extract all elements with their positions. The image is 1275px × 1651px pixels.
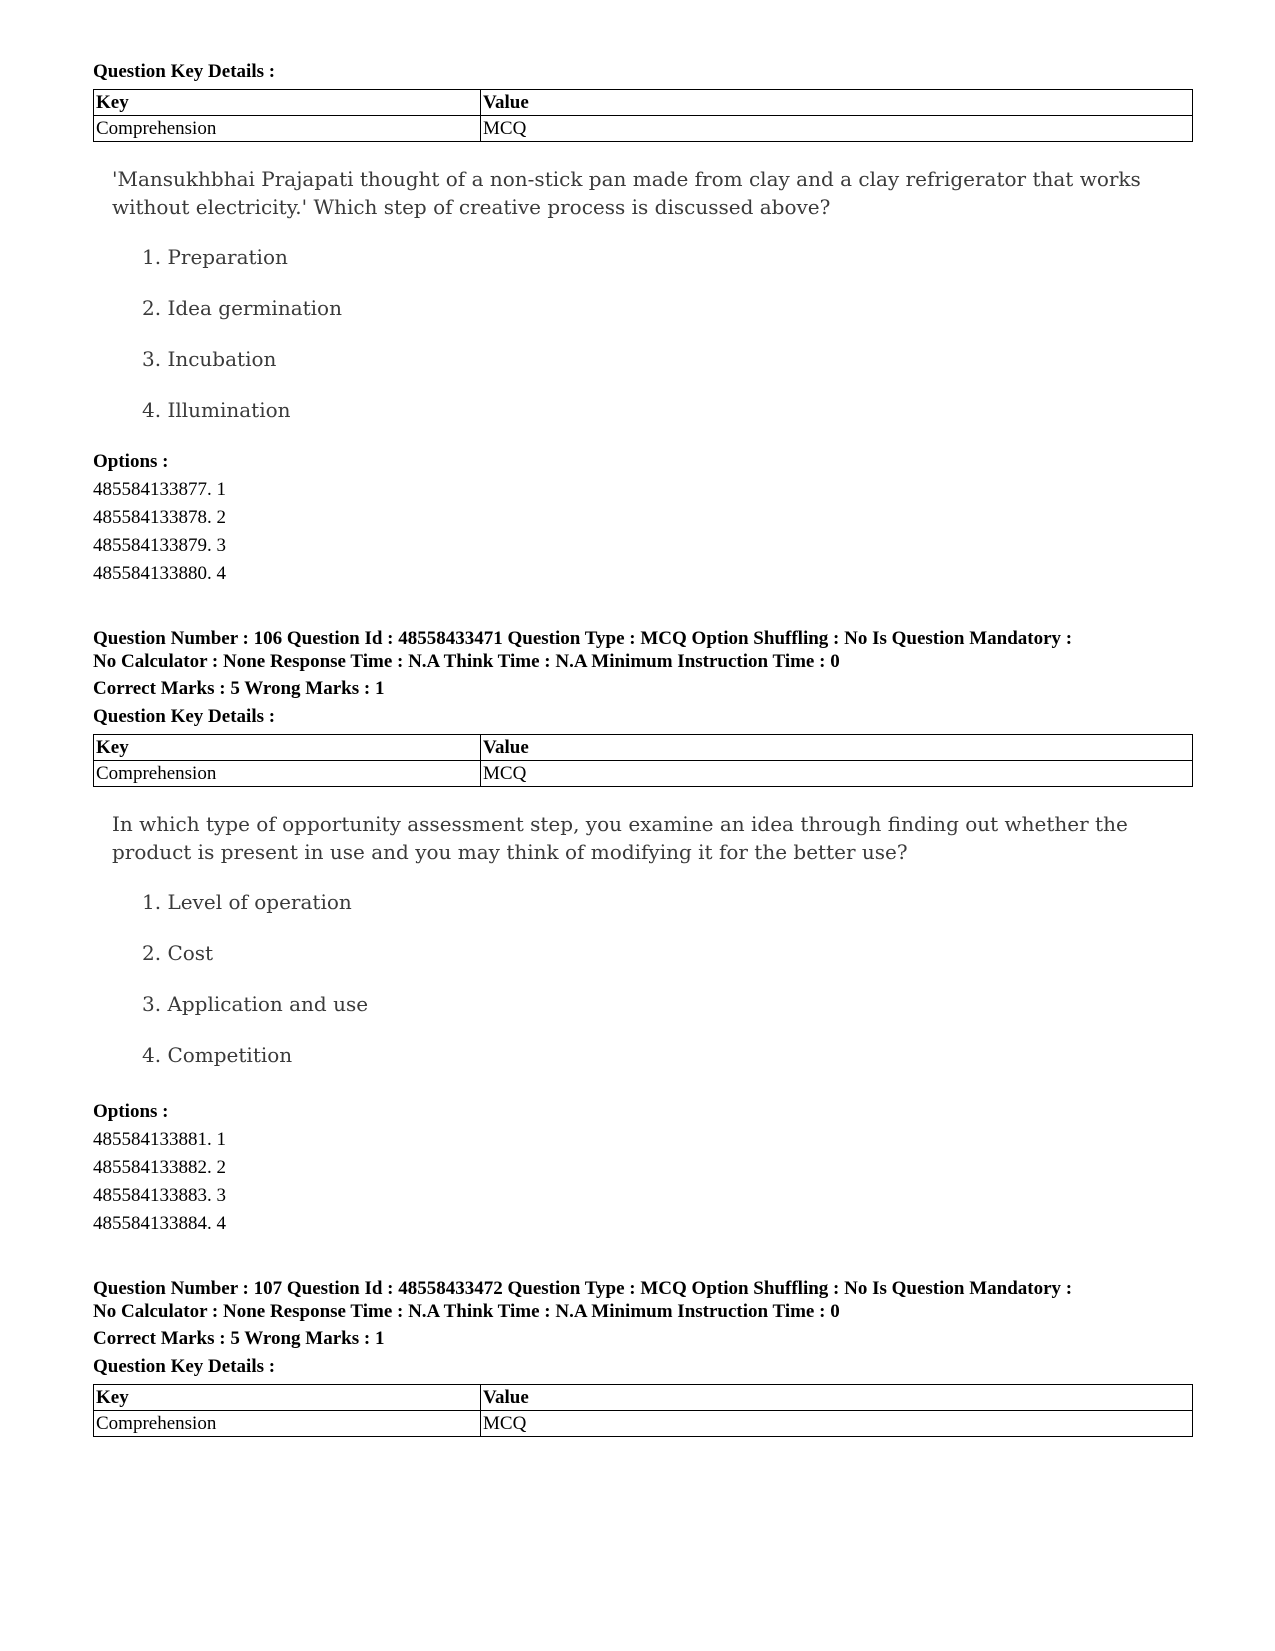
option-item: 485584133884. 4 [93,1213,226,1234]
option-item: 485584133881. 1 [93,1129,226,1150]
choice-item: 4. Competition [142,1043,293,1067]
table-header-key: Key [94,90,481,116]
question-image [112,165,1182,435]
question-meta-line-2: No Calculator : None Response Time : N.A Think Time : N.A Minimum Instruction Time : 0 [93,1301,840,1322]
key-details-label: Question Key Details : [93,1356,276,1377]
question-image [112,810,1182,1080]
choice-item: 4. Illumination [142,398,291,422]
table-header-key: Key [94,1385,481,1411]
key-details-table [93,89,1193,142]
question-meta-line-2: No Calculator : None Response Time : N.A Think Time : N.A Minimum Instruction Time : 0 [93,651,840,672]
choice-item: 3. Application and use [142,992,369,1016]
choice-item: 2. Cost [142,941,214,965]
table-cell-value: MCQ [481,116,1193,142]
table-header-value: Value [481,1385,1193,1411]
question-meta-line-1: Question Number : 106 Question Id : 48558433471 Question Type : MCQ Option Shuffling : No Is Question Mandatory : [93,628,1073,649]
choice-item: 1. Level of operation [142,890,352,914]
option-item: 485584133877. 1 [93,479,226,500]
table-cell-key: Comprehension [94,116,481,142]
table-header-row [94,90,1193,116]
options-label: Options : [93,1101,169,1122]
marks-line: Correct Marks : 5 Wrong Marks : 1 [93,678,385,699]
table-cell-key: Comprehension [94,761,481,787]
table-header-value: Value [481,90,1193,116]
table-row [94,1411,1193,1437]
option-item: 485584133880. 4 [93,563,226,584]
question-text: 'Mansukhbhai Prajapati thought of a non-stick pan made from clay and a clay refrigerator that works without electricity.' Which step of creative process is discussed above? [112,167,1141,219]
choice-item: 1. Preparation [142,245,288,269]
marks-line: Correct Marks : 5 Wrong Marks : 1 [93,1328,385,1349]
options-label: Options : [93,451,169,472]
table-row [94,116,1193,142]
table-row [94,761,1193,787]
table-header-value: Value [481,735,1193,761]
option-item: 485584133878. 2 [93,507,226,528]
question-text: In which type of opportunity assessment step, you examine an idea through finding out whether the product is present in use and you may think of modifying it for the better use? [112,812,1128,864]
choice-item: 2. Idea germination [142,296,342,320]
option-item: 485584133882. 2 [93,1157,226,1178]
key-details-label: Question Key Details : [93,61,276,82]
option-item: 485584133879. 3 [93,535,226,556]
table-header-row [94,735,1193,761]
table-cell-value: MCQ [481,761,1193,787]
table-cell-key: Comprehension [94,1411,481,1437]
choice-item: 3. Incubation [142,347,277,371]
table-header-row [94,1385,1193,1411]
key-details-label: Question Key Details : [93,706,276,727]
option-item: 485584133883. 3 [93,1185,226,1206]
table-cell-value: MCQ [481,1411,1193,1437]
key-details-table [93,1384,1193,1437]
table-header-key: Key [94,735,481,761]
key-details-table [93,734,1193,787]
question-meta-line-1: Question Number : 107 Question Id : 48558433472 Question Type : MCQ Option Shuffling : No Is Question Mandatory : [93,1278,1073,1299]
